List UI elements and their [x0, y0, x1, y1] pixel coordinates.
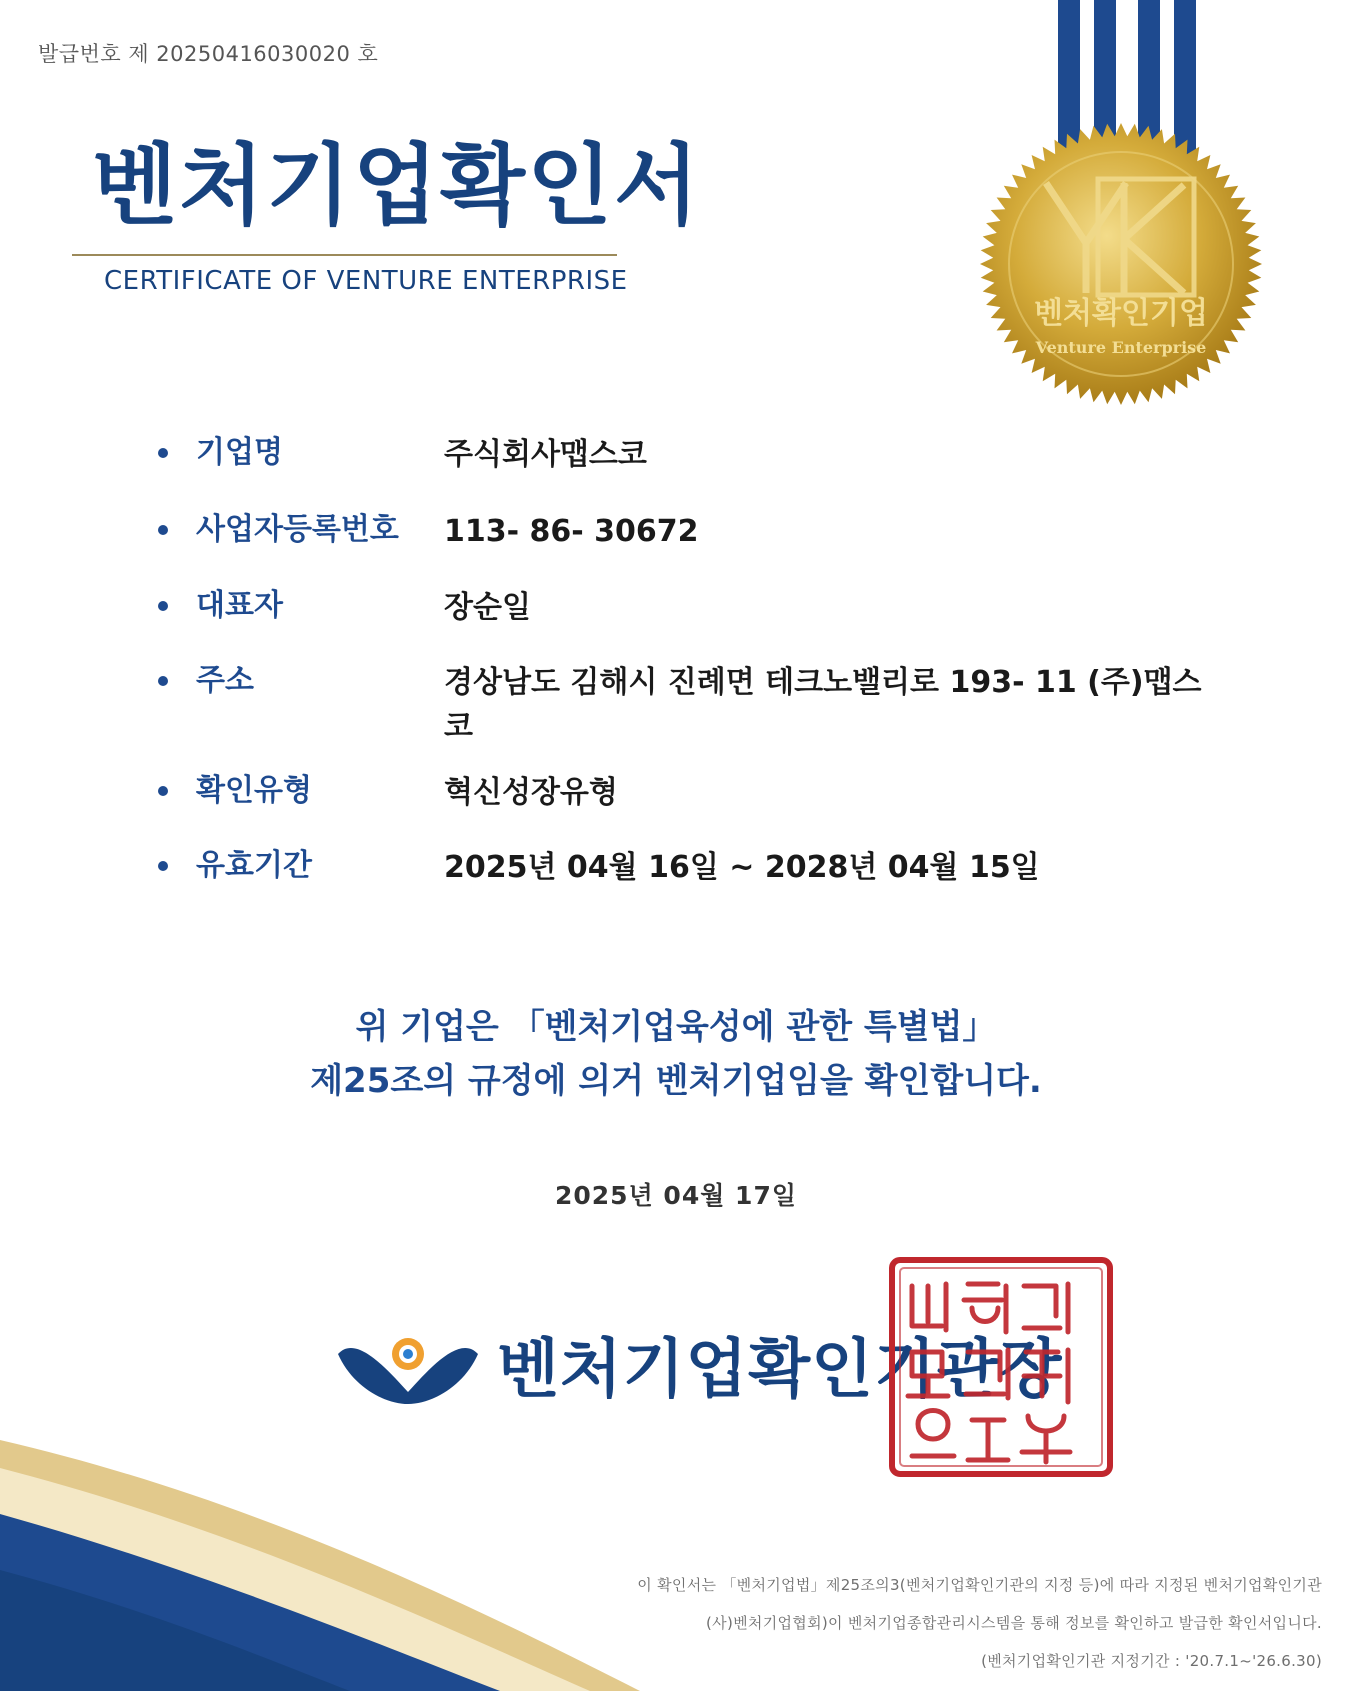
field-label: 사업자등록번호	[196, 512, 399, 547]
field-confirmation-type	[158, 771, 1204, 815]
title-divider	[72, 254, 617, 256]
bullet-icon	[158, 448, 168, 458]
field-label: 기업명	[196, 435, 283, 470]
field-company-name	[158, 433, 1204, 477]
issue-number: 발급번호 제 20250416030020 호	[38, 42, 379, 66]
field-value: 113- 86- 30672	[444, 514, 699, 549]
bullet-icon	[158, 525, 168, 535]
certification-statement	[0, 1000, 1352, 1108]
issue-date: 2025년 04월 17일	[554, 1181, 798, 1210]
issuer-logo-icon	[336, 1324, 480, 1404]
field-label: 대표자	[196, 588, 283, 623]
field-address	[158, 661, 1204, 749]
gold-seal-icon	[978, 121, 1264, 407]
field-business-number	[158, 510, 1204, 554]
statement-line-2: 제25조의 규정에 의거 벤처기업임을 확인합니다.	[310, 1061, 1042, 1101]
bullet-icon	[158, 861, 168, 871]
field-label: 확인유형	[196, 773, 312, 808]
field-value: 2025년 04월 16일 ~ 2028년 04월 15일	[444, 850, 1040, 885]
footnote-line-3: (벤처기업확인기관 지정기간 : '20.7.1~'26.6.30)	[981, 1652, 1322, 1670]
seal-bottom-text: Venture Enterprise	[1035, 338, 1207, 357]
certificate-title: 벤처기업확인서	[92, 134, 702, 237]
bullet-icon	[158, 676, 168, 686]
seal-top-text: 벤처확인기업	[1034, 296, 1208, 331]
field-label: 유효기간	[196, 848, 312, 883]
field-label: 주소	[196, 663, 254, 698]
field-value: 경상남도 김해시 진례면 테크노밸리로 193- 11 (주)맵스코	[444, 665, 1202, 744]
footnote-line-1: 이 확인서는 「벤처기업법」제25조의3(벤처기업확인기관의 지정 등)에 따라 지정된 벤처기업확인기관	[637, 1576, 1322, 1594]
field-value: 주식회사맵스코	[444, 437, 647, 472]
bullet-icon	[158, 786, 168, 796]
field-value: 장순일	[444, 590, 531, 625]
field-value: 혁신성장유형	[444, 775, 618, 810]
field-representative	[158, 586, 1204, 630]
bullet-icon	[158, 601, 168, 611]
statement-line-1: 위 기업은 「벤처기업육성에 관한 특별법」	[355, 1007, 997, 1047]
issuer-name: 벤처기업확인기관장	[497, 1333, 1063, 1407]
certificate-subtitle: CERTIFICATE OF VENTURE ENTERPRISE	[104, 266, 628, 296]
field-validity-period	[158, 846, 1204, 890]
footnote-line-2: (사)벤처기업협회)이 벤처기업종합관리시스템을 통해 정보를 확인하고 발급한 확인서입니다.	[706, 1614, 1322, 1632]
